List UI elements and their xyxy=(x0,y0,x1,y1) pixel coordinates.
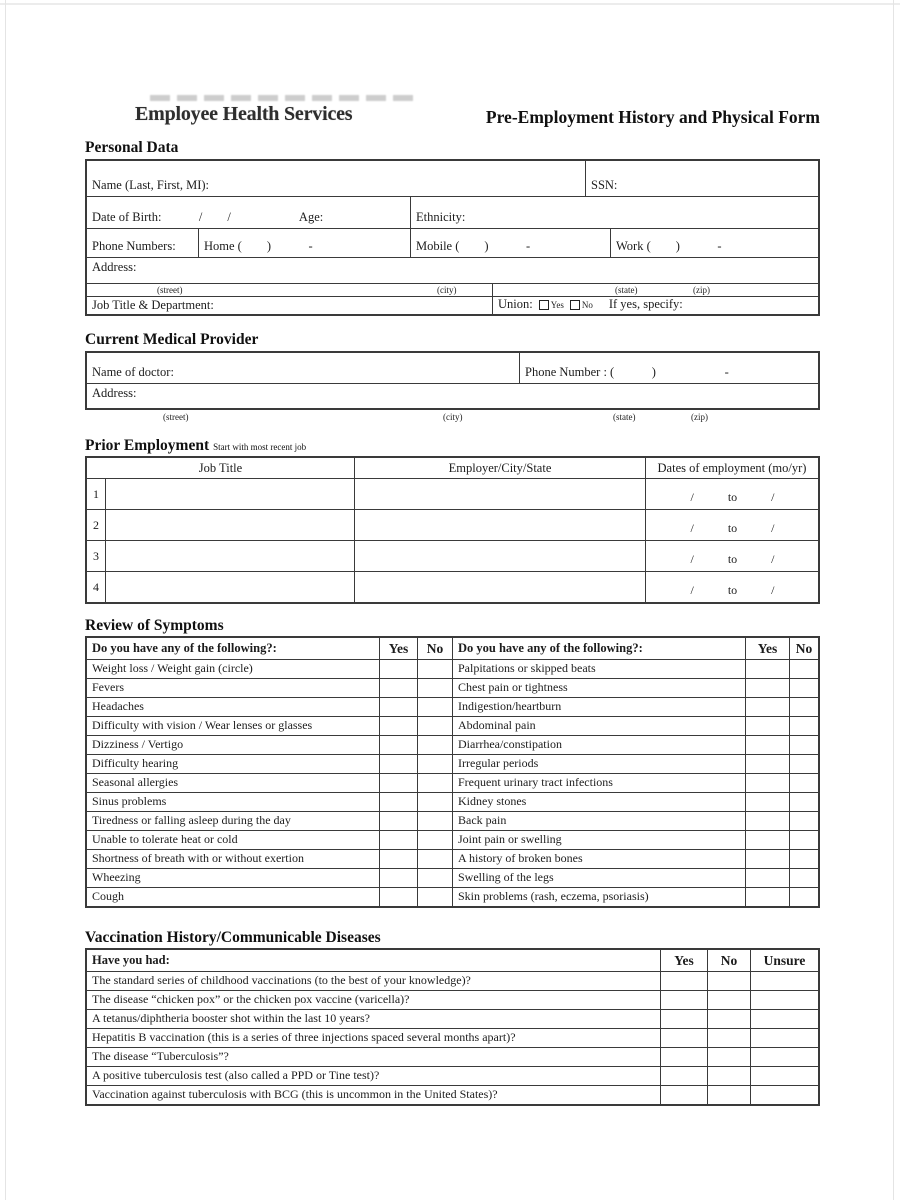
job-title-input[interactable] xyxy=(105,479,354,509)
no-cell[interactable] xyxy=(417,850,452,868)
zip-label: (zip) xyxy=(691,412,708,422)
no-cell[interactable] xyxy=(707,972,750,990)
no-cell[interactable] xyxy=(417,831,452,849)
dates-input[interactable] xyxy=(645,479,818,509)
symptom-label: A history of broken bones xyxy=(452,850,745,868)
no-cell[interactable] xyxy=(789,812,818,830)
yes-cell[interactable] xyxy=(660,1048,707,1066)
symptom-label: Difficulty with vision / Wear lenses or glasses xyxy=(92,718,313,732)
yes-cell[interactable] xyxy=(745,888,789,906)
medical-provider-heading: Current Medical Provider xyxy=(85,331,259,348)
no-header: No xyxy=(417,638,452,659)
pe-row-3 xyxy=(87,540,818,571)
row-name-ssn xyxy=(87,161,818,196)
sublabels-left xyxy=(87,284,492,296)
vaccination-row xyxy=(87,1047,818,1066)
symptom-row xyxy=(87,678,818,697)
symptom-label: Unable to tolerate heat or cold xyxy=(92,832,238,846)
symptom-label: Fevers xyxy=(92,680,124,694)
unsure-header: Unsure xyxy=(750,950,818,971)
yes-cell[interactable] xyxy=(660,1067,707,1085)
date-slash: / xyxy=(690,552,694,566)
symptom-row xyxy=(87,849,818,868)
symptom-label: Cough xyxy=(92,889,125,903)
symptoms-table xyxy=(85,636,820,908)
no-cell[interactable] xyxy=(417,736,452,754)
unsure-cell[interactable] xyxy=(750,972,818,990)
col-dates: Dates of employment (mo/yr) xyxy=(645,458,818,478)
dates-input[interactable] xyxy=(645,510,818,540)
union-label: Union: xyxy=(498,297,533,311)
job-title-input[interactable] xyxy=(105,541,354,571)
symptom-label: Sinus problems xyxy=(92,794,167,808)
provider-address-field[interactable]: Address: xyxy=(92,386,137,400)
ethnicity-field[interactable]: Ethnicity: xyxy=(410,197,818,228)
no-cell[interactable] xyxy=(417,660,452,678)
yes-cell[interactable] xyxy=(379,698,417,716)
city-label: (city) xyxy=(437,285,457,295)
symptom-row xyxy=(87,659,818,678)
symptom-label: Dizziness / Vertigo xyxy=(92,737,184,751)
employer-input[interactable] xyxy=(354,479,645,509)
sublabels-right xyxy=(492,284,818,296)
yes-cell[interactable] xyxy=(379,793,417,811)
zip-label: (zip) xyxy=(693,285,710,295)
union-field xyxy=(492,297,818,314)
phone-numbers-label: Phone Numbers: xyxy=(92,239,176,253)
form-title: Pre-Employment History and Physical Form xyxy=(485,107,820,127)
symptom-row xyxy=(87,811,818,830)
yes-cell[interactable] xyxy=(379,888,417,906)
yes-cell[interactable] xyxy=(745,679,789,697)
street-label: (street) xyxy=(157,285,183,295)
yes-cell[interactable] xyxy=(745,736,789,754)
date-to: to xyxy=(727,490,738,504)
no-cell[interactable] xyxy=(417,888,452,906)
vaccination-question: The disease “chicken pox” or the chicken pox vaccine (varicella)? xyxy=(92,992,410,1006)
yes-cell[interactable] xyxy=(379,831,417,849)
logo-text: Employee Health Services xyxy=(135,103,353,125)
row-phones xyxy=(87,228,818,257)
address-field[interactable]: Address: xyxy=(92,260,137,274)
symptom-label: Wheezing xyxy=(92,870,141,884)
personal-data-table xyxy=(85,159,820,316)
symptom-row xyxy=(87,773,818,792)
symptom-label: Diarrhea/constipation xyxy=(452,736,745,754)
job-title-input[interactable] xyxy=(105,572,354,602)
date-to: to xyxy=(727,552,738,566)
symptom-row xyxy=(87,868,818,887)
yes-cell[interactable] xyxy=(745,660,789,678)
medical-provider-table xyxy=(85,351,820,410)
scan-edge-left xyxy=(5,0,6,1200)
symptom-row xyxy=(87,887,818,906)
yes-cell[interactable] xyxy=(379,774,417,792)
ssn-field[interactable]: SSN: xyxy=(585,161,818,196)
no-cell[interactable] xyxy=(789,660,818,678)
yes-cell[interactable] xyxy=(745,717,789,735)
yes-cell[interactable] xyxy=(379,736,417,754)
vaccination-question: A positive tuberculosis test (also called a PPD or Tine test)? xyxy=(92,1068,380,1082)
date-slash: / xyxy=(771,583,775,597)
symptom-label: Weight loss / Weight gain (circle) xyxy=(92,661,253,675)
no-cell[interactable] xyxy=(417,774,452,792)
date-slash: / xyxy=(690,490,694,504)
employer-input[interactable] xyxy=(354,541,645,571)
no-cell[interactable] xyxy=(707,1048,750,1066)
yes-cell[interactable] xyxy=(745,850,789,868)
yes-cell[interactable] xyxy=(379,850,417,868)
job-title-field[interactable]: Job Title & Department: xyxy=(92,297,214,312)
symptom-row xyxy=(87,754,818,773)
no-cell[interactable] xyxy=(789,717,818,735)
yes-cell[interactable] xyxy=(745,831,789,849)
no-cell[interactable] xyxy=(789,698,818,716)
no-header: No xyxy=(707,950,750,971)
symptom-label: Back pain xyxy=(452,812,745,830)
symptom-label: Indigestion/heartburn xyxy=(452,698,745,716)
no-cell[interactable] xyxy=(789,793,818,811)
row-number: 1 xyxy=(93,486,99,501)
symptom-row xyxy=(87,792,818,811)
row-dob-ethnicity xyxy=(87,196,818,228)
date-slash: / xyxy=(771,490,775,504)
row-number: 2 xyxy=(93,517,99,532)
no-cell[interactable] xyxy=(417,679,452,697)
pe-row-4 xyxy=(87,571,818,602)
yes-cell[interactable] xyxy=(745,869,789,887)
unsure-cell[interactable] xyxy=(750,991,818,1009)
yes-cell[interactable] xyxy=(379,755,417,773)
unsure-cell[interactable] xyxy=(750,1010,818,1028)
doctor-phone-field[interactable]: Phone Number : ( ) - xyxy=(519,353,818,383)
yes-cell[interactable] xyxy=(745,793,789,811)
no-cell[interactable] xyxy=(789,850,818,868)
date-slash: / xyxy=(771,552,775,566)
symptom-label: Difficulty hearing xyxy=(92,756,179,770)
union-specify-field[interactable]: If yes, specify: xyxy=(608,297,683,311)
prior-employment-table xyxy=(85,456,820,604)
no-cell[interactable] xyxy=(417,812,452,830)
street-label: (street) xyxy=(163,412,189,422)
yes-header: Yes xyxy=(379,638,417,659)
vaccination-question: The standard series of childhood vaccinations (to the best of your knowledge)? xyxy=(92,973,471,987)
yes-cell[interactable] xyxy=(379,679,417,697)
pe-row-2 xyxy=(87,509,818,540)
date-to: to xyxy=(727,583,738,597)
symptom-row xyxy=(87,735,818,754)
no-cell[interactable] xyxy=(417,698,452,716)
row-doctor-phone xyxy=(87,353,818,383)
no-cell[interactable] xyxy=(417,793,452,811)
unsure-cell[interactable] xyxy=(750,1086,818,1104)
yes-cell[interactable] xyxy=(660,972,707,990)
symptom-label: Joint pain or swelling xyxy=(452,831,745,849)
yes-cell[interactable] xyxy=(745,698,789,716)
provider-address-sublabels xyxy=(85,412,820,426)
dates-input[interactable] xyxy=(645,572,818,602)
symptom-row xyxy=(87,697,818,716)
employer-input[interactable] xyxy=(354,572,645,602)
symptom-row xyxy=(87,716,818,735)
work-phone-field[interactable]: Work ( ) - xyxy=(610,229,818,257)
have-you-had-header: Have you had: xyxy=(92,952,170,967)
row-number: 3 xyxy=(93,548,99,563)
symptom-label: Frequent urinary tract infections xyxy=(452,774,745,792)
union-yes-label: Yes xyxy=(550,299,564,310)
unsure-cell[interactable] xyxy=(750,1067,818,1085)
yes-cell[interactable] xyxy=(745,755,789,773)
vaccination-table xyxy=(85,948,820,1106)
scan-edge-right xyxy=(893,0,894,1200)
yes-header: Yes xyxy=(745,638,789,659)
no-cell[interactable] xyxy=(789,736,818,754)
no-cell[interactable] xyxy=(707,1029,750,1047)
symptom-label: Irregular periods xyxy=(452,755,745,773)
col-job-title: Job Title xyxy=(198,460,243,475)
union-no-checkbox[interactable] xyxy=(570,300,580,310)
prior-employment-title: Prior Employment xyxy=(85,437,210,454)
pe-header-row xyxy=(87,458,818,478)
dob-age-field[interactable]: Date of Birth: / / Age: xyxy=(92,210,324,224)
job-title-input[interactable] xyxy=(105,510,354,540)
pe-row-1 xyxy=(87,478,818,509)
yes-cell[interactable] xyxy=(379,869,417,887)
no-cell[interactable] xyxy=(707,1086,750,1104)
yes-cell[interactable] xyxy=(660,1010,707,1028)
no-cell[interactable] xyxy=(789,755,818,773)
personal-data-heading: Personal Data xyxy=(85,139,179,156)
vaccination-row xyxy=(87,971,818,990)
date-slash: / xyxy=(690,583,694,597)
no-cell[interactable] xyxy=(789,774,818,792)
yes-header: Yes xyxy=(660,950,707,971)
unsure-cell[interactable] xyxy=(750,1048,818,1066)
yes-cell[interactable] xyxy=(745,774,789,792)
col-employer: Employer/City/State xyxy=(354,458,645,478)
symptoms-heading: Review of Symptoms xyxy=(85,617,224,634)
no-cell[interactable] xyxy=(707,1010,750,1028)
symptom-row xyxy=(87,830,818,849)
unsure-cell[interactable] xyxy=(750,1029,818,1047)
employer-input[interactable] xyxy=(354,510,645,540)
yes-cell[interactable] xyxy=(379,812,417,830)
question-right: Do you have any of the following?: xyxy=(452,638,745,659)
state-label: (state) xyxy=(613,412,636,422)
name-field[interactable]: Name (Last, First, MI): xyxy=(92,178,209,192)
symptom-label: Skin problems (rash, eczema, psoriasis) xyxy=(452,888,745,906)
union-yes-checkbox[interactable] xyxy=(539,300,549,310)
no-cell[interactable] xyxy=(417,717,452,735)
question-left: Do you have any of the following?: xyxy=(92,640,277,655)
vaccination-row xyxy=(87,1009,818,1028)
city-label: (city) xyxy=(443,412,463,422)
vaccination-header-row xyxy=(87,950,818,971)
scan-edge-top xyxy=(0,3,900,5)
prior-employment-subtitle: Start with most recent job xyxy=(213,442,307,452)
no-cell[interactable] xyxy=(789,831,818,849)
vaccination-row xyxy=(87,990,818,1009)
symptom-label: Shortness of breath with or without exertion xyxy=(92,851,304,865)
no-cell[interactable] xyxy=(417,755,452,773)
symptom-label: Tiredness or falling asleep during the day xyxy=(92,813,291,827)
yes-cell[interactable] xyxy=(379,717,417,735)
yes-cell[interactable] xyxy=(379,660,417,678)
date-to: to xyxy=(727,521,738,535)
row-address-sublabels xyxy=(87,283,818,296)
union-no-label: No xyxy=(581,299,593,310)
prior-employment-heading xyxy=(85,437,306,455)
symptom-label: Seasonal allergies xyxy=(92,775,179,789)
vaccination-question: A tetanus/diphtheria booster shot within the last 10 years? xyxy=(92,1011,370,1025)
symptom-label: Abdominal pain xyxy=(452,717,745,735)
vaccination-question: Hepatitis B vaccination (this is a series of three injections spaced several months apart)? xyxy=(92,1030,516,1044)
symptom-label: Chest pain or tightness xyxy=(452,679,745,697)
vaccination-heading: Vaccination History/Communicable Diseases xyxy=(85,929,381,946)
symptom-label: Palpitations or skipped beats xyxy=(452,660,745,678)
yes-cell[interactable] xyxy=(745,812,789,830)
mobile-phone-field[interactable]: Mobile ( ) - xyxy=(410,229,610,257)
dates-input[interactable] xyxy=(645,541,818,571)
vaccination-row xyxy=(87,1085,818,1104)
row-jobtitle-union xyxy=(87,296,818,314)
yes-cell[interactable] xyxy=(660,1086,707,1104)
yes-cell[interactable] xyxy=(660,1029,707,1047)
vaccination-row xyxy=(87,1066,818,1085)
symptom-label: Kidney stones xyxy=(452,793,745,811)
no-header: No xyxy=(789,638,818,659)
symptom-label: Swelling of the legs xyxy=(452,869,745,887)
symptoms-header-row xyxy=(87,638,818,659)
row-number: 4 xyxy=(93,579,99,594)
row-provider-address xyxy=(87,383,818,408)
no-cell[interactable] xyxy=(789,679,818,697)
no-cell[interactable] xyxy=(417,869,452,887)
vaccination-question: The disease “Tuberculosis”? xyxy=(92,1049,229,1063)
home-phone-field[interactable]: Home ( ) - xyxy=(198,229,410,257)
date-slash: / xyxy=(690,521,694,535)
no-cell[interactable] xyxy=(789,869,818,887)
yes-cell[interactable] xyxy=(660,991,707,1009)
vaccination-row xyxy=(87,1028,818,1047)
symptom-label: Headaches xyxy=(92,699,144,713)
redacted-institution-name xyxy=(150,95,418,101)
no-cell[interactable] xyxy=(789,888,818,906)
state-label: (state) xyxy=(615,285,638,295)
row-address xyxy=(87,257,818,283)
date-slash: / xyxy=(771,521,775,535)
doctor-name-field[interactable]: Name of doctor: xyxy=(92,365,174,379)
no-cell[interactable] xyxy=(707,1067,750,1085)
vaccination-question: Vaccination against tuberculosis with BCG (this is uncommon in the United States)? xyxy=(92,1087,498,1101)
no-cell[interactable] xyxy=(707,991,750,1009)
